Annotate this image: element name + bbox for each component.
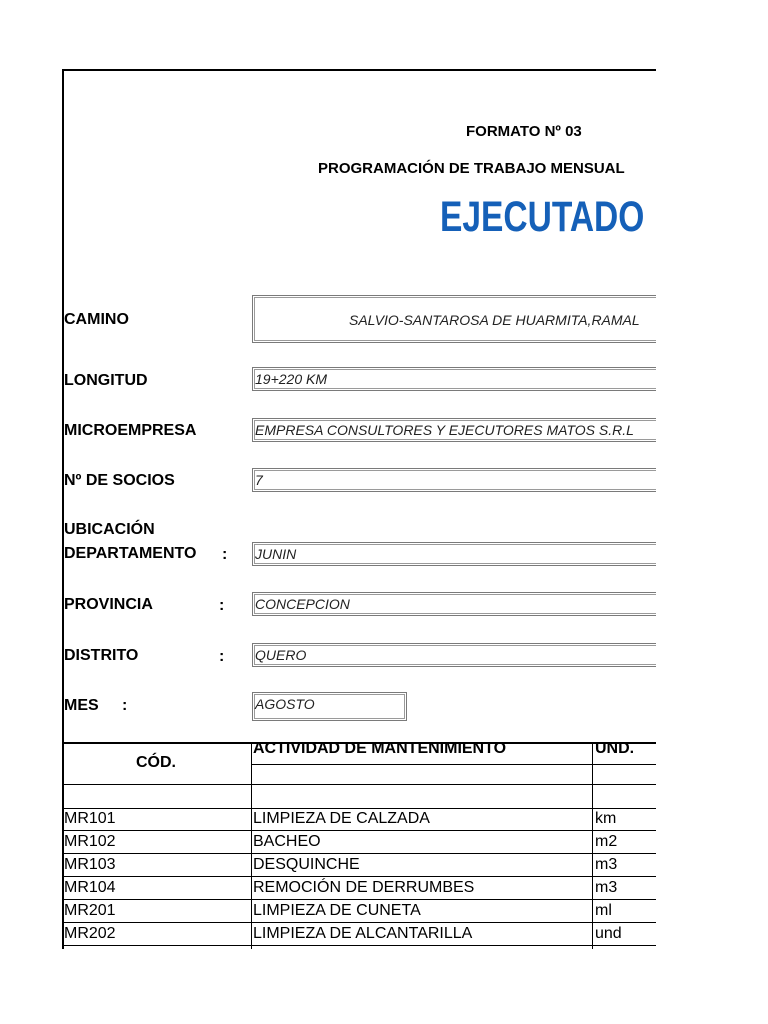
row-actividad: LIMPIEZA DE CUNETA [253, 902, 421, 919]
table-line [62, 945, 656, 946]
distrito-field [252, 643, 656, 667]
camino-label: CAMINO [64, 311, 129, 328]
camino-field [252, 295, 656, 343]
longitud-label: LONGITUD [64, 372, 148, 389]
microempresa-field [252, 418, 656, 442]
ubicacion-label: UBICACIÓN [64, 521, 155, 538]
row-actividad: REMOCIÓN DE DERRUMBES [253, 879, 475, 896]
row-und: m3 [595, 856, 618, 873]
mes-label: MES [64, 697, 99, 714]
table-line [252, 764, 656, 765]
row-cod: MR201 [64, 902, 116, 919]
socios-label: Nº DE SOCIOS [64, 472, 175, 489]
mes-value: AGOSTO [255, 696, 315, 712]
table-line [62, 830, 656, 831]
mes-colon: : [122, 697, 128, 714]
row-und: ml [595, 902, 612, 919]
provincia-label: PROVINCIA [64, 596, 153, 613]
table-col-line [592, 742, 593, 949]
row-actividad: DESQUINCHE [253, 856, 360, 873]
microempresa-label: MICROEMPRESA [64, 422, 197, 439]
departamento-value: JUNIN [255, 546, 297, 562]
row-actividad: LIMPIEZA DE CALZADA [253, 810, 430, 827]
row-und: km [595, 810, 617, 827]
departamento-field [252, 542, 656, 566]
top-border [62, 69, 656, 71]
header-cod: CÓD. [136, 754, 176, 771]
longitud-field [252, 367, 656, 391]
table-line [62, 853, 656, 854]
table-line [62, 876, 656, 877]
provincia-field [252, 592, 656, 616]
distrito-label: DISTRITO [64, 647, 139, 664]
provincia-colon: : [219, 597, 225, 614]
table-line [62, 922, 656, 923]
row-und: m3 [595, 879, 618, 896]
programacion-title: PROGRAMACIÓN DE TRABAJO MENSUAL [318, 160, 625, 177]
row-cod: MR202 [64, 925, 116, 942]
longitud-value: 19+220 KM [255, 371, 327, 387]
socios-field [252, 468, 656, 492]
header-und: UND. [595, 740, 635, 757]
camino-value: SALVIO-SANTAROSA DE HUARMITA,RAMAL [349, 312, 640, 328]
table-line [62, 784, 656, 785]
row-cod: MR104 [64, 879, 116, 896]
microempresa-value: EMPRESA CONSULTORES Y EJECUTORES MATOS S.R.L [255, 422, 634, 438]
ejecutado-title: EJECUTADO [440, 193, 645, 241]
table-col-line [251, 742, 252, 949]
distrito-value: QUERO [255, 647, 307, 663]
document-sheet [62, 69, 656, 949]
row-cod: MR102 [64, 833, 116, 850]
row-und: m2 [595, 833, 618, 850]
table-line [62, 808, 656, 809]
row-cod: MR103 [64, 856, 116, 873]
departamento-label: DEPARTAMENTO [64, 545, 197, 562]
table-line [62, 899, 656, 900]
mes-field [252, 692, 407, 721]
row-cod: MR101 [64, 810, 116, 827]
row-actividad: LIMPIEZA DE ALCANTARILLA [253, 925, 473, 942]
distrito-colon: : [219, 648, 225, 665]
socios-value: 7 [255, 472, 263, 488]
formato-title: FORMATO Nº 03 [466, 123, 582, 140]
row-actividad: BACHEO [253, 833, 321, 850]
header-actividad: ACTIVIDAD DE MANTENIMIENTO [253, 740, 507, 757]
row-und: und [595, 925, 622, 942]
provincia-value: CONCEPCION [255, 596, 350, 612]
departamento-colon: : [222, 546, 228, 563]
